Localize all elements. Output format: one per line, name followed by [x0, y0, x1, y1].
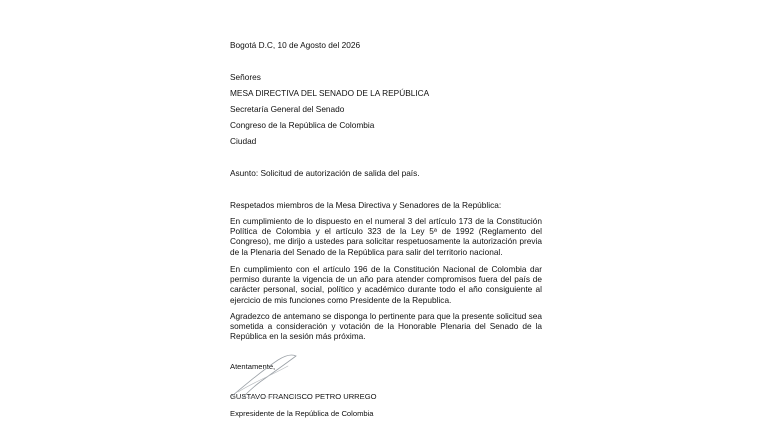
greeting: Respetados miembros de la Mesa Directiva y Senadores de la República: [230, 200, 502, 210]
salutation: Señores [230, 72, 261, 82]
handwritten-signature [230, 352, 310, 402]
closing: Atentamente, [230, 362, 276, 371]
place-date: Bogotá D.C, 10 de Agosto del 2026 [230, 40, 361, 50]
signer-name: GUSTAVO FRANCISCO PETRO URREGO [230, 392, 377, 401]
recipient-line: Ciudad [230, 136, 257, 146]
recipient-line: Congreso de la República de Colombia [230, 120, 375, 130]
body-paragraph: Agradezco de antemano se disponga lo pertinente para que la presente solicitud sea sometida a consideración y votación de la Honorable Plenaria del Senado de la República en la sesión más próxima. [230, 311, 542, 342]
subject-line: Asunto: Solicitud de autorización de salida del país. [230, 168, 420, 178]
body-paragraph: En cumplimiento con el artículo 196 de la Constitución Nacional de Colombia dar permiso durante la vigencia de un año para atender compromisos fuera del país de carácter personal, social, político y académico durante todo el año consiguiente al ejercicio de mis funciones como Presidente de la Republica. [230, 264, 542, 305]
body-paragraph: En cumplimiento de lo dispuesto en el numeral 3 del artículo 173 de la Constitución Política de Colombia y el artículo 323 de la Ley 5ª de 1992 (Reglamento del Congreso), me dirijo a ustedes para solicitar respetuosamente la autorización previa de la Plenaria del Senado de la República para salir del territorio nacional. [230, 216, 542, 257]
recipient-line: Secretaría General del Senado [230, 104, 345, 114]
signer-title: Expresidente de la República de Colombia [230, 409, 374, 418]
recipient-line: MESA DIRECTIVA DEL SENADO DE LA REPÚBLICA [230, 88, 430, 98]
